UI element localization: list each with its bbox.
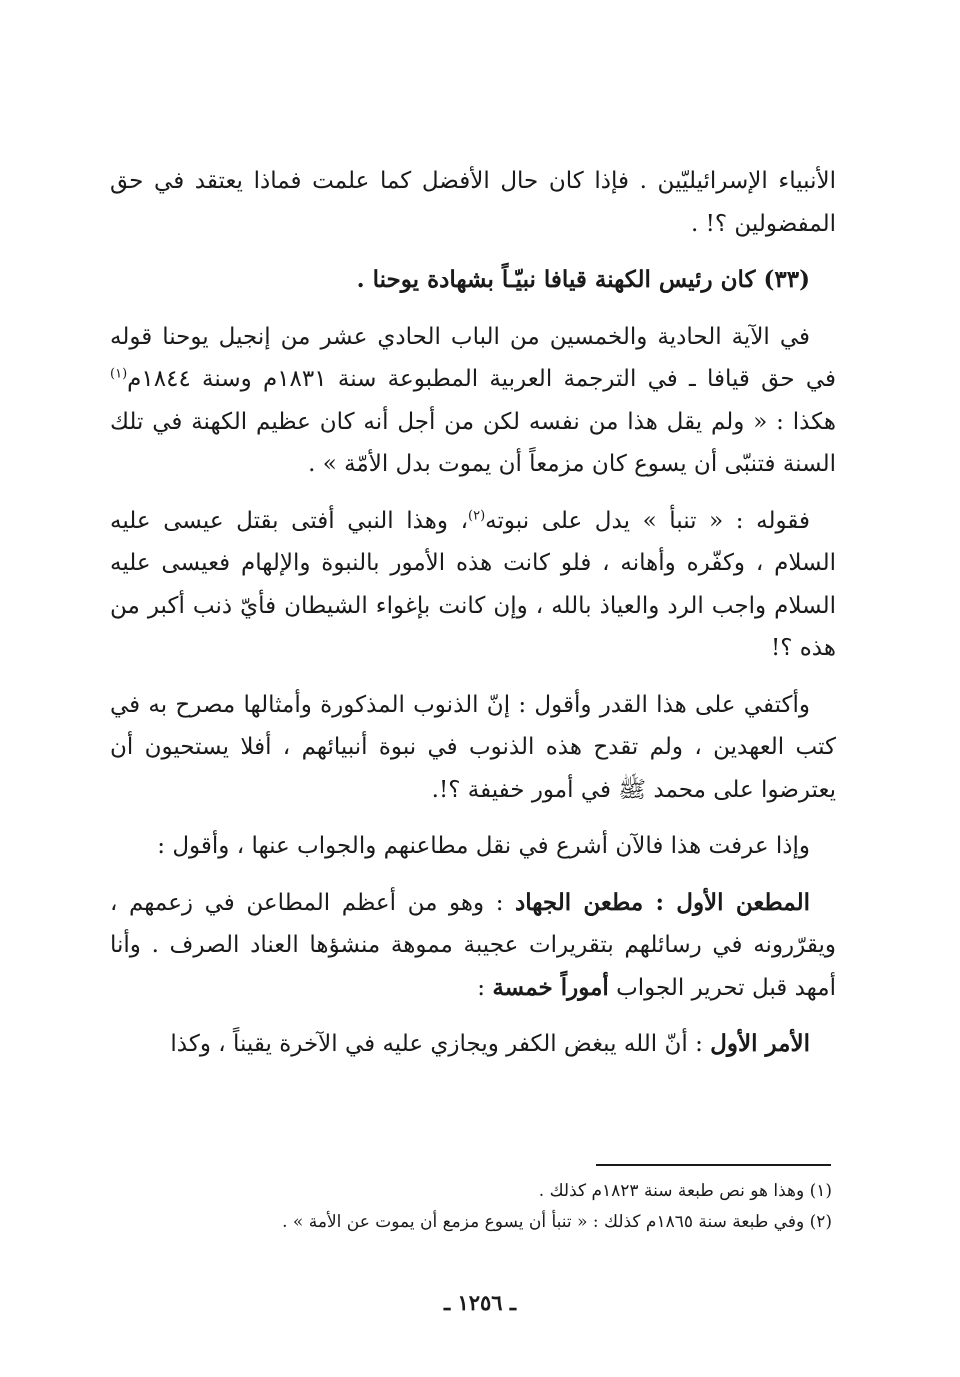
paragraph-3-text-b: هكذا : « ولم يقل هذا من نفسه لكن من أجل أنه كان عظيم الكهنة في تلك السنة فتنبّى أن يسوع كان مزمعاً أن يموت بدل الأمّة » .: [110, 408, 836, 477]
paragraph-8-text-a: : أنّ الله يبغض الكفر ويجازي عليه في الآخرة يقيناً ، وكذا: [170, 1031, 711, 1057]
footnote-separator: [596, 1164, 831, 1166]
paragraph-8: [110, 1023, 836, 1066]
footnote-ref-2: (٢): [468, 507, 486, 523]
paragraph-3-text-a: في الآية الحادية والخمسين من الباب الحادي عشر من إنجيل يوحنا قوله في حق قيافا ـ في الترجمة العربية المطبوعة سنة ١٨٣١م وسنة ١٨٤٤م: [110, 323, 836, 392]
footnotes: [110, 1176, 832, 1238]
footnote-1: (١) وهذا هو نص طبعة سنة ١٨٢٣م كذلك .: [538, 1181, 832, 1201]
paragraph-4: [110, 500, 836, 670]
paragraph-3: [110, 316, 836, 486]
objection-1-title: المطعن الأول : مطعن الجهاد: [515, 888, 810, 916]
paragraph-4-text-a: فقوله : « تنبأ » يدل على نبوته: [485, 507, 810, 534]
footnote-ref-1: (١): [110, 366, 128, 382]
paragraph-7-text-a: : وهو من أعظم المطاعن في زعمهم ، ويقرّرونه في رسائلهم بتقريرات عجيبة مموهة منشؤها العناد الصرف . وأنا أمهد قبل تحرير الجواب: [110, 889, 836, 1001]
paragraph-1: الأنبياء الإسرائيليّين . فإذا كان حال الأفضل كما علمت فماذا يعتقد في حق المفضولين ؟! .: [110, 168, 836, 237]
section-heading-33: (٣٣) كان رئيس الكهنة قيافا نبيّـاً بشهادة يوحنا .: [356, 266, 810, 293]
page-number: ـ ١٢٥٦ ـ: [443, 1290, 517, 1315]
footnote-2: (٢) وفي طبعة سنة ١٨٦٥م كذلك : « تنبأ أن يسوع مزمع أن يموت عن الأمة » .: [282, 1212, 832, 1232]
paragraph-5: وأكتفي على هذا القدر وأقول : إنّ الذنوب المذكورة وأمثالها مصرح به في كتب العهدين ، ولم تقدح هذه الذنوب في نبوة أنبيائهم ، أفلا يستحيون أن يعترضوا على محمد ﷺ في أمور خفيفة ؟!.: [110, 691, 836, 803]
five-matters-label: أموراً خمسة: [492, 973, 609, 1001]
first-matter-title: الأمر الأول: [710, 1030, 810, 1057]
paragraph-7-text-b: :: [477, 974, 493, 1001]
main-text: [110, 160, 836, 1080]
paragraph-4-text-b: ، وهذا النبي أفتى بقتل عيسى عليه السلام ، وكفّره وأهانه ، فلو كانت هذه الأمور بالنبوة والإلهام فعيسى عليه السلام واجب الرد والعياذ بالله ، وإن كانت بإغواء الشيطان فأيّ ذنب أكبر من هذه ؟!: [110, 507, 836, 661]
paragraph-7: [110, 882, 836, 1010]
paragraph-6: وإذا عرفت هذا فالآن أشرع في نقل مطاعنهم والجواب عنها ، وأقول :: [157, 833, 810, 859]
